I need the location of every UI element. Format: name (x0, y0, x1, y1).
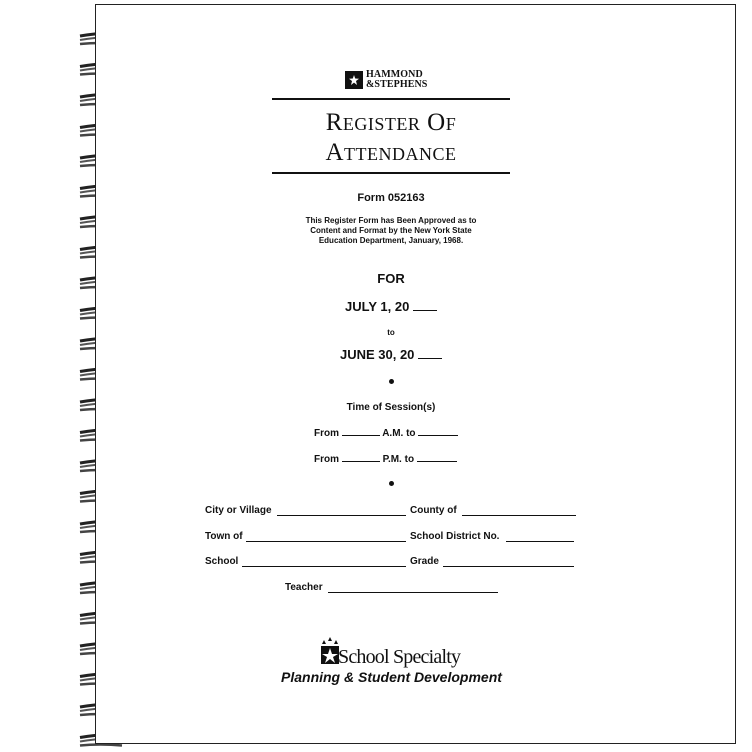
end-date (270, 347, 512, 362)
bullet-separator-2 (389, 481, 394, 486)
title-top-rule (272, 98, 510, 100)
county-label: County of (410, 505, 457, 516)
title-line-2: Attendance (325, 139, 457, 166)
brand-line-2: &STEPHENS (366, 79, 428, 90)
for-label: FOR (377, 271, 405, 286)
approval-text (270, 216, 512, 246)
start-date-text: JULY 1, 20 (345, 299, 410, 314)
publisher-name: School Specialty (338, 646, 461, 668)
start-year-blank (413, 309, 437, 311)
brand-name (366, 70, 427, 90)
am-from-blank (342, 434, 380, 436)
pm-to-label: P.M. to (382, 454, 415, 465)
city-label: City or Village (205, 505, 272, 516)
town-field-line (246, 541, 406, 542)
city-field-line (277, 515, 406, 516)
star-logo-icon (345, 71, 363, 89)
district-label: School District No. (410, 531, 500, 542)
teacher-label: Teacher (285, 582, 323, 593)
school-label: School (205, 556, 239, 567)
bullet-separator (389, 379, 394, 384)
teacher-field-line (328, 592, 498, 593)
am-to-blank (418, 434, 458, 436)
approval-line-1: This Register Form has Been Approved as to (305, 216, 477, 225)
end-year-blank (418, 357, 442, 359)
approval-line-3: Education Department, January, 1968. (318, 236, 464, 245)
end-date-text: JUNE 30, 20 (339, 347, 415, 362)
session-am-row (314, 428, 458, 439)
pm-from-blank (342, 460, 380, 462)
school-field-line (242, 566, 406, 567)
pm-from-label: From (314, 454, 339, 465)
town-label: Town of (205, 531, 243, 542)
form-number: Form 052163 (357, 192, 425, 204)
page-title (270, 108, 512, 168)
brand-line-1: HAMMOND (366, 69, 423, 80)
district-field-line (506, 541, 574, 542)
session-heading: Time of Session(s) (346, 402, 436, 413)
am-from-label: From (314, 428, 339, 439)
start-date (270, 299, 512, 314)
publisher-tagline: Planning & Student Development (281, 669, 502, 685)
county-field-line (462, 515, 576, 516)
title-line-1: Register Of (325, 109, 457, 136)
grade-field-line (443, 566, 574, 567)
am-to-label: A.M. to (382, 428, 416, 439)
grade-label: Grade (410, 556, 439, 567)
pm-to-blank (417, 460, 457, 462)
title-bottom-rule (272, 172, 510, 174)
session-pm-row (314, 454, 457, 465)
to-label: to (387, 328, 395, 337)
approval-line-2: Content and Format by the New York State (310, 226, 472, 235)
